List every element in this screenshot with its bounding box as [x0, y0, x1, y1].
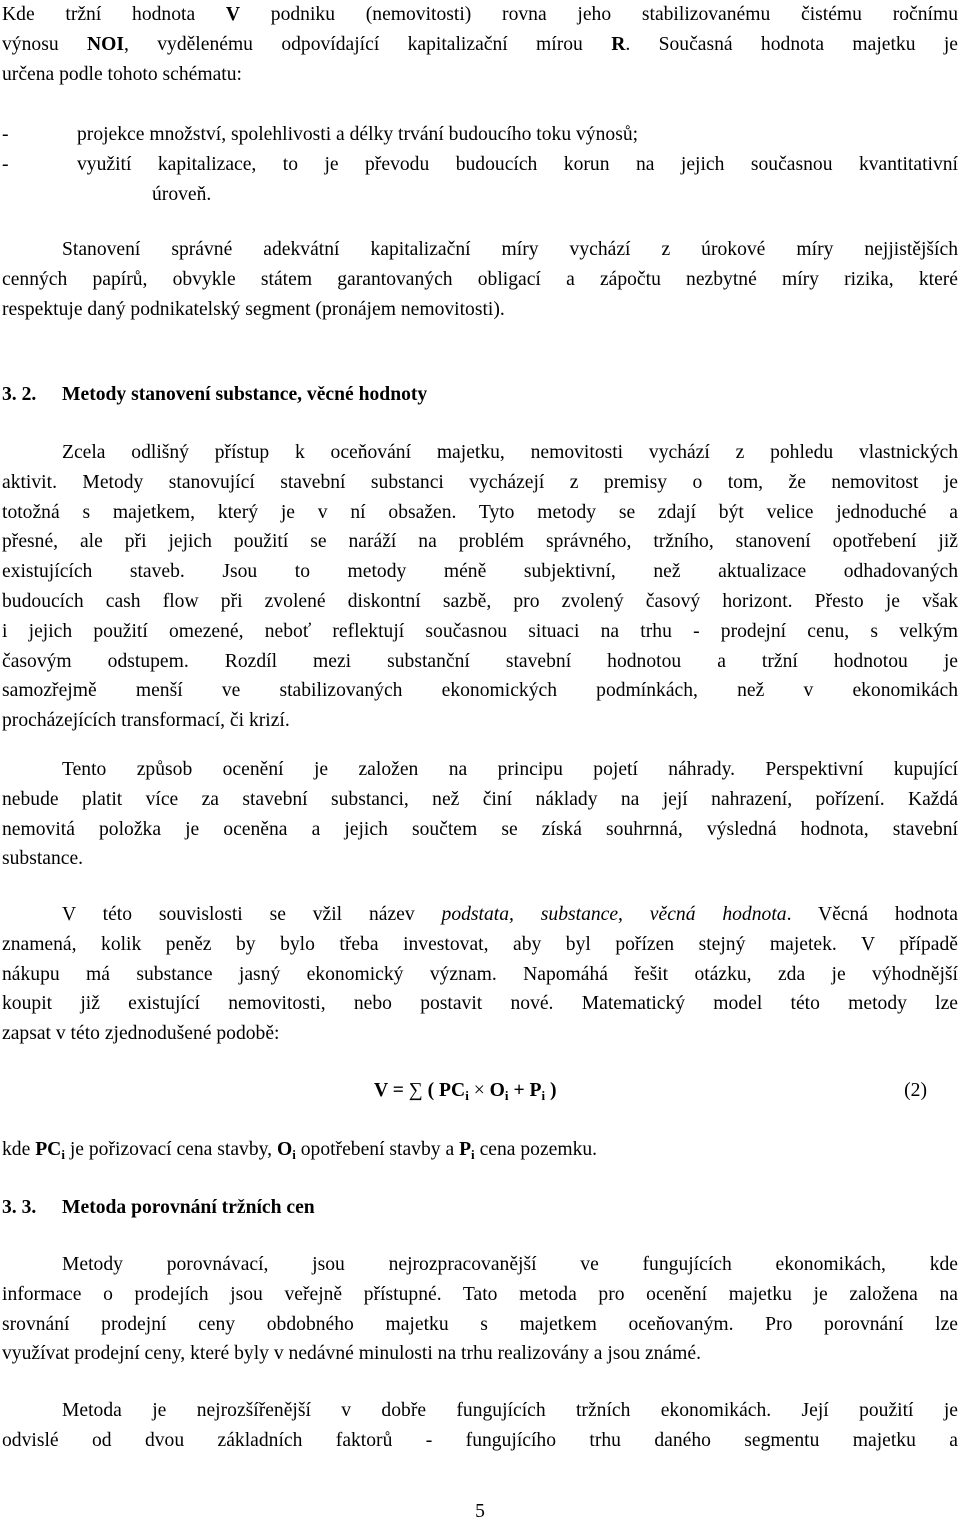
bullet-text: projekce množství, spolehlivosti a délky trvání budoucího toku výnosů;: [77, 124, 639, 145]
text-line: odvislé od dvou základních faktorů - fungujícího trhu daného segmentu majetku a: [2, 1429, 958, 1451]
text-line: koupit již existující nemovitosti, nebo postavit nové. Matematický model této metody lze: [2, 993, 958, 1015]
text-line: Kde tržní hodnota V podniku (nemovitosti) rovna jeho stabilizovanému čistému ročnímu: [2, 4, 958, 25]
intro-paragraph: [2, 0, 958, 89]
text-line: zapsat v této zjednodušené podobě:: [2, 1023, 280, 1045]
bullet-item: [2, 120, 958, 150]
text-line: Metody porovnávací, jsou nejrozpracovanější ve fungujících ekonomikách, kde: [62, 1254, 958, 1275]
bullet-text: [77, 150, 958, 210]
section-title: Metoda porovnání tržních cen: [62, 1197, 315, 1218]
text-line: Stanovení správné adekvátní kapitalizační míry vychází z úrokové míry nejjistějších: [62, 239, 958, 260]
text-line: úroveň.: [152, 183, 212, 205]
sum-symbol: ∑: [408, 1080, 423, 1101]
bullet-dash: -: [2, 124, 9, 145]
text-line: procházejících transformací, či krizí.: [2, 710, 290, 732]
text-line: nákupu má substance jasný ekonomický význam. Napomáhá řešit otázku, zda je výhodnější: [2, 963, 958, 985]
text-line: cenných papírů, obvykle státem garantovaných obligací a zápočtu nezbytné míry rizika, které: [2, 268, 958, 290]
formula-line: [0, 1076, 960, 1106]
text-line: V této souvislosti se vžil název podstata, substance, věcná hodnota. Věcná hodnota: [62, 904, 958, 925]
bullet-item: [2, 150, 958, 210]
text-line: samozřejmě menší ve stabilizovaných ekonomických podmínkách, než v ekonomikách: [2, 680, 958, 702]
text-line: přesné, ale při jejich použití se naráží na problém správného, tržního, stanovení opotřebení již: [2, 531, 958, 553]
market-paragraph: [2, 1396, 958, 1456]
section-title: Metody stanovení substance, věcné hodnoty: [62, 384, 428, 405]
text-line: určena podle tohoto schématu:: [2, 63, 242, 85]
text-line: Tento způsob ocenění je založen na principu pojetí náhrady. Perspektivní kupující: [62, 759, 958, 780]
text-line: využití kapitalizace, to je převodu budoucích korun na jejich současnou kvantitativní: [77, 154, 958, 175]
section-number: 3. 3.: [2, 1197, 37, 1218]
model-paragraph: [2, 900, 958, 1049]
text-line: i jejich použití omezené, neboť reflektují současnou situaci na trhu - prodejní cenu, s velkým: [2, 620, 958, 642]
text-line: budoucích cash flow při zvolené diskontní sazbě, pro zvolený časový horizont. Přesto je však: [2, 590, 958, 612]
text-line: nebude platit více za stavební substanci, než činí náklady na její nahrazení, pořízení. Každá: [2, 788, 958, 810]
comparison-paragraph: [2, 1250, 958, 1369]
section-heading: [2, 1193, 315, 1223]
text-line: existujících staveb. Jsou to metody méně subjektivní, než aktualizace odhadovaných: [2, 561, 958, 583]
text-line: časovým odstupem. Rozdíl mezi substanční stavební hodnotou a tržní hodnotou je: [2, 650, 958, 672]
text-line: využívat prodejní ceny, které byly v nedávné minulosti na trhu realizovány a jsou známé.: [2, 1343, 701, 1365]
text-line: znamená, kolik peněz by bylo třeba investovat, aby byl pořízen stejný majetek. V případě: [2, 933, 958, 955]
section-heading: [2, 380, 427, 410]
text-line: totožná s majetkem, který je v ní obsažen. Tyto metody se zdají být velice jednoduché a: [2, 501, 958, 523]
text-line: respektuje daný podnikatelský segment (pronájem nemovitosti).: [2, 298, 505, 320]
text-line: srovnání prodejní ceny obdobného majetku s majetkem oceňovaným. Pro porovnání lze: [2, 1313, 958, 1335]
bullet-dash: -: [2, 154, 9, 175]
formula-legend: kde $PC_i$ je pořizovací cena stavby, $O_i$ opotřebení stavby a $P_i$ cena pozemku.: [2, 1139, 598, 1162]
text-line: nemovitá položka je oceněna a jejich součtem se získá souhrnná, výsledná hodnota, stavební: [2, 818, 958, 840]
equation-number: (2): [904, 1080, 927, 1101]
page-number: 5: [475, 1501, 485, 1522]
section-number: 3. 2.: [2, 384, 37, 405]
text-line: Metoda je nejrozšířenější v dobře fungujících tržních ekonomikách. Její použití je: [62, 1400, 958, 1421]
text-line: aktivit. Metody stanovující stavební substanci vycházejí z premisy o tom, že nemovitost je: [2, 471, 958, 493]
replacement-paragraph: [2, 755, 958, 874]
substance-paragraph: [2, 438, 958, 736]
formula-expression: V = ∑ ( $PC_i \times O_i + P_i$ ): [374, 1080, 557, 1103]
text-line: výnosu NOI, vydělenému odpovídající kapitalizační mírou R. Současná hodnota majetku je: [2, 33, 958, 55]
text-line: substance.: [2, 848, 84, 870]
text-line: informace o prodejích jsou veřejně přístupné. Tato metoda pro ocenění majetku je založena na: [2, 1283, 958, 1305]
text-line: Zcela odlišný přístup k oceňování majetku, nemovitosti vychází z pohledu vlastnických: [62, 442, 958, 463]
rate-paragraph: [2, 235, 958, 324]
